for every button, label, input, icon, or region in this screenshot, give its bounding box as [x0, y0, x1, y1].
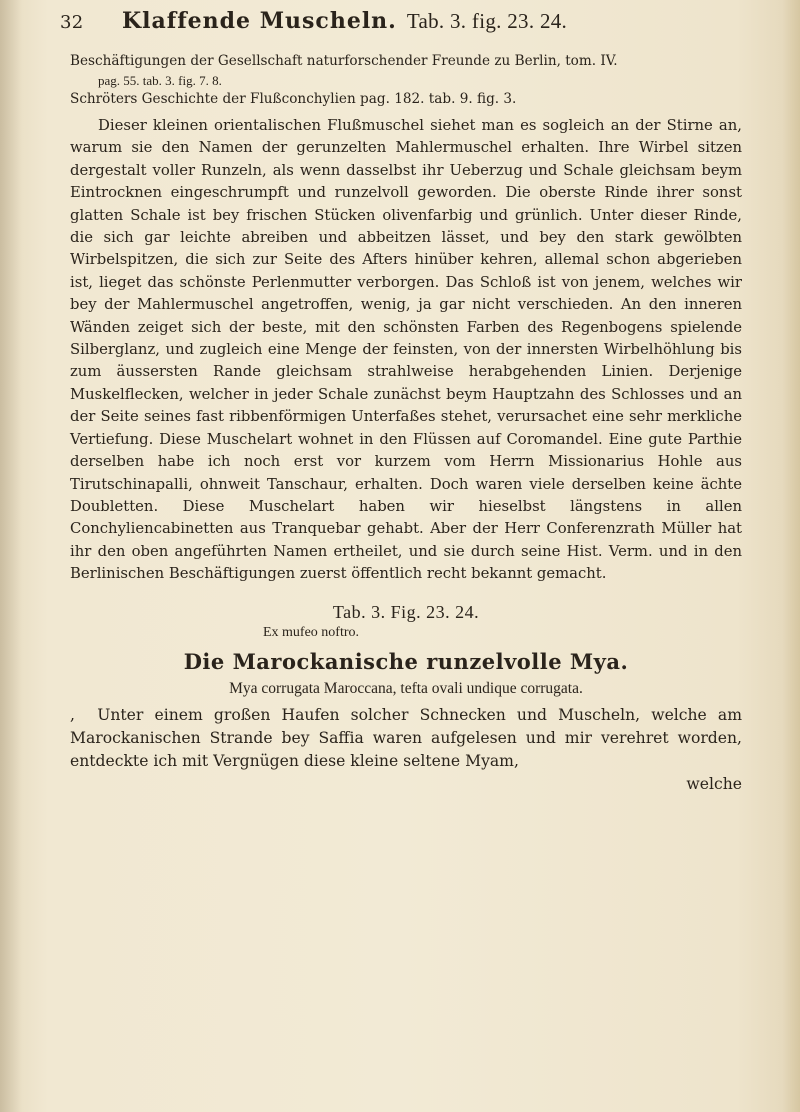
body-paragraph-2 [70, 704, 742, 773]
header-tab-reference: Tab. 3. fig. 23. 24. [406, 9, 568, 33]
reference-line-1: Beschäftigungen der Gesellschaft naturforschender Freunde zu Berlin, tom. IV. [70, 53, 618, 69]
catchword: welche [686, 774, 742, 793]
page-number: 32 [60, 12, 84, 33]
running-title: Klaffende Muscheln. [122, 8, 397, 34]
latin-description: Mya corrugata Maroccana, tefta ovali undique corrugata. [229, 679, 583, 697]
plate-caption: Tab. 3. Fig. 23. 24. [332, 601, 480, 622]
reference-line-3: Schröters Geschichte der Flußconchylien pag. 182. tab. 9. fig. 3. [70, 91, 517, 107]
body-paragraph-2-text: Unter einem großen Haufen solcher Schnecken und Muscheln, welche am Marockanischen Strande bey Saffia waren aufgelesen und mir verehret worden, entdeckte ich mit Vergnügen diese kleine seltene Myam, [70, 705, 742, 770]
reference-line-2: pag. 55. tab. 3. fig. 7. 8. [98, 73, 222, 88]
body-paragraph-1: Dieser kleinen orientalischen Flußmuschel siehet man es sogleich an der Stirne an, warum sie den Namen der gerunzelten Mahlermuschel erhalten. Ihre Wirbel sitzen dergestalt voller Runzeln, als wenn dasselbst ihr Ueberzug und Schale gleichsam beym Eintrocknen eingeschrumpft und runzelvoll geworden. Die oberste Rinde ihrer sonst glatten Schale ist bey frischen Stücken olivenfarbig und grünlich. Unter dieser Rinde, die sich gar leichte abreiben und abbeitzen lässet, und bey den stark gewölbten Wirbelspitzen, die sich zur Seite des Afters hinüber kehren, allemal schon abgerieben ist, lieget das schönste Perlenmutter verborgen. Das Schloß ist von jenem, welches wir bey der Mahlermuschel angetroffen, wenig, ja gar nicht verschieden. An den inneren Wänden zeiget sich der beste, mit den schönsten Farben des Regenbogens spielende Silberglanz, und zugleich eine Menge der feinsten, von der innersten Wirbelhöhlung bis zum äussersten Rande gleichsam strahlweise herabgehenden Linien. Derjenige Muskelflecken, welcher in jeder Schale zunächst beym Hauptzahn des Schlosses und an der Seite seines fast ribbenförmigen Unterfaßes stehet, verursachet eine sehr merkliche Vertiefung. Diese Muschelart wohnet in den Flüssen auf Coromandel. Eine gute Parthie derselben habe ich noch erst vor kurzem vom Herrn Missionarius Hohle aus Tirutschinapalli, ohnweit Tanschaur, erhalten. Doch waren viele derselben keine ächte Doubletten. Diese Muschelart haben wir hieselbst längstens in allen Conchyliencabinetten aus Tranquebar gehabt. Aber der Herr Conferenzrath Müller hat ihr den oben angeführten Namen ertheilet, und sie durch seine Hist. Verm. und in den Berlinischen Beschäftigungen zuerst öffentlich recht bekannt gemacht. [70, 117, 742, 583]
literature-reference [70, 52, 742, 109]
mark-glyph: , [70, 705, 98, 724]
page-header [60, 8, 742, 52]
species-title: Die Marockanische runzelvolle Mya. [183, 648, 629, 674]
museum-note: Ex mufeo noftro. [262, 624, 360, 640]
